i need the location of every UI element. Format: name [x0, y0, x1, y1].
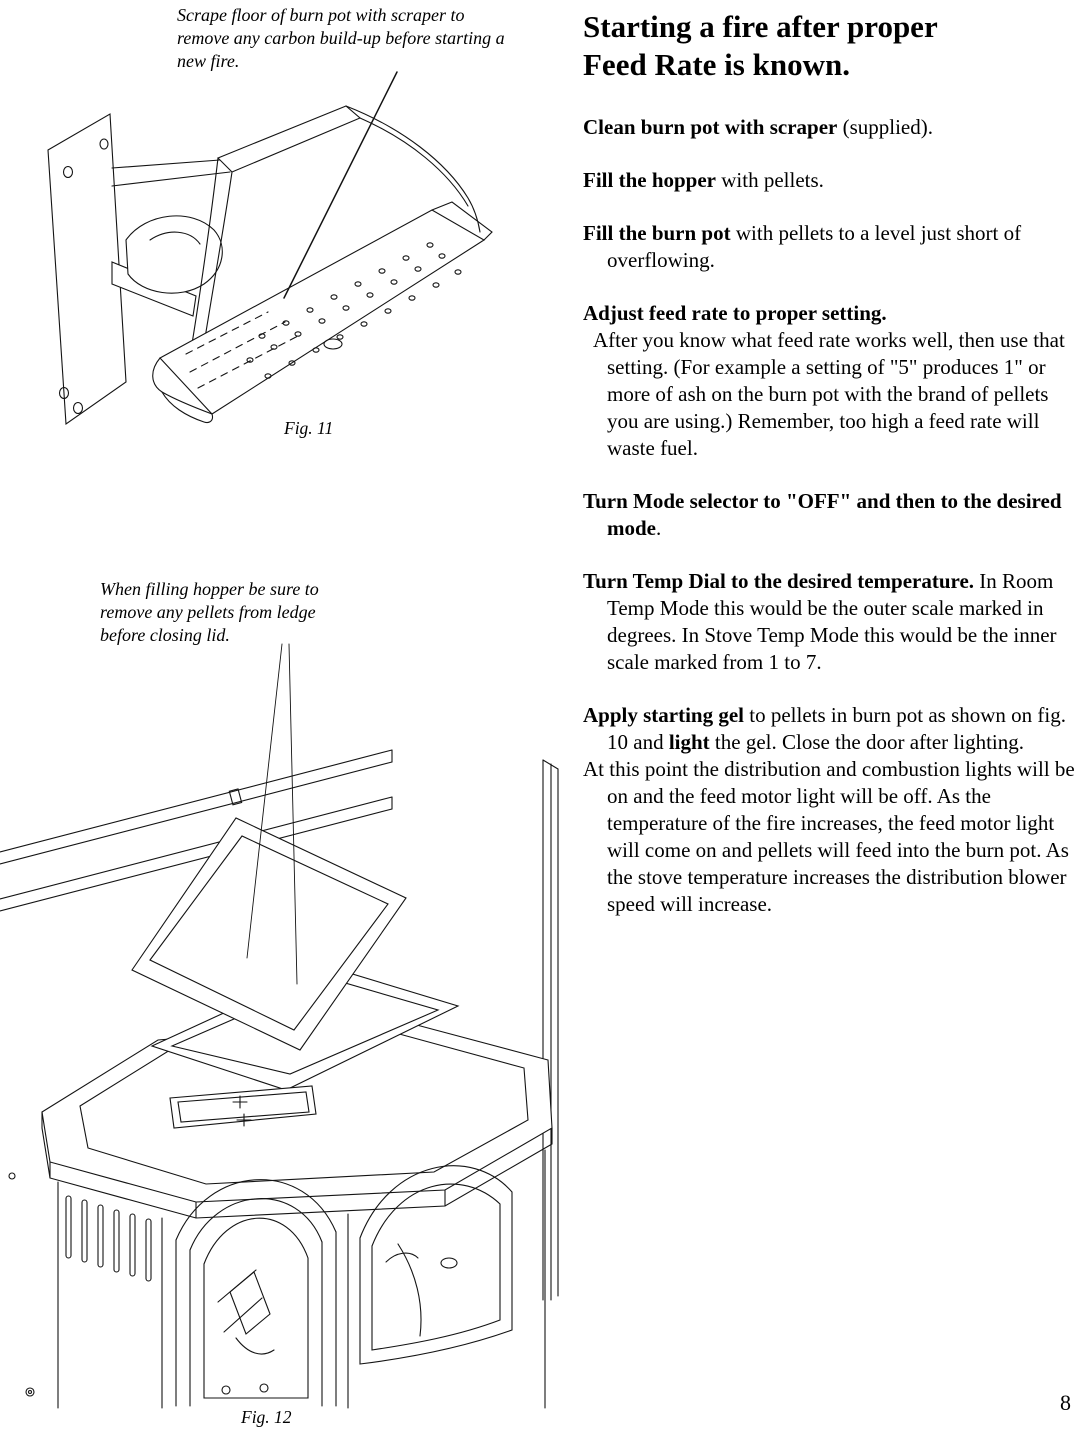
instructions-column: [583, 8, 1085, 944]
body-text: (supplied).: [837, 115, 933, 139]
stove-door: [176, 1180, 336, 1406]
instruction-paragraph: [583, 167, 1085, 194]
body-text: In Room Temp Mode this would be the outer scale marked in degrees. In Stove Temp Mode this would be the inner scale marked from 1 to 7.: [607, 569, 1057, 674]
bold-lead: Turn Temp Dial to the desired temperature.: [583, 569, 975, 593]
page-number: 8: [1060, 1390, 1071, 1415]
instruction-paragraph: [583, 300, 1085, 462]
page-title-line1: Starting a fire after proper: [583, 9, 938, 44]
fig11-caption: Scrape floor of burn pot with scraper to remove any carbon build-up before starting a new fire.: [177, 5, 505, 71]
page-title-line2: Feed Rate is known.: [583, 47, 850, 82]
bold-inline: light: [668, 730, 710, 754]
body-text: .: [656, 516, 662, 540]
body-text: with pellets to a level just short of overflowing.: [607, 221, 1022, 272]
bold-lead: Apply starting gel: [583, 703, 745, 727]
instruction-paragraph: [583, 702, 1085, 756]
instruction-paragraph: [583, 488, 1085, 542]
page-title: [583, 8, 1085, 84]
bold-lead: Fill the burn pot: [583, 221, 731, 245]
body-text: the gel. Close the door after lighting.: [709, 730, 1025, 754]
body-text: to pellets in burn pot as shown on fig. 10 and: [607, 703, 1066, 754]
fig12-label: Fig. 12: [241, 1407, 292, 1427]
side-window: [360, 1166, 512, 1364]
fig11-burn-pot-drawing: [48, 72, 492, 424]
instruction-paragraph: [583, 568, 1085, 676]
instruction-paragraph: [583, 756, 1085, 918]
body-text: At this point the distribution and combustion lights will be on and the feed motor light will be off. As the temperature of the fire increases, the feed motor light will come on and pellets will feed into the burn pot. As the stove temperature increases the distribution blower speed will increase.: [583, 757, 1075, 916]
fig11-label: Fig. 11: [284, 418, 334, 438]
body-text: After you know what feed rate works well, then use that setting. (For example a setting of "5" produces 1" or more of ash on the burn pot with the brand of pellets you are using.) Remember, too high a feed rate will waste fuel.: [593, 328, 1065, 460]
body-text: with pellets.: [716, 168, 824, 192]
bold-lead: Clean burn pot with scraper: [583, 115, 838, 139]
instruction-paragraph: [583, 220, 1085, 274]
bold-lead: Adjust feed rate to proper setting.: [583, 301, 887, 325]
bold-lead: Fill the hopper: [583, 168, 717, 192]
instruction-paragraph: [583, 114, 1085, 141]
bold-lead: Turn Mode selector to "OFF" and then to the desired mode: [583, 489, 1062, 540]
fig12-stove-drawing: [0, 644, 558, 1408]
fig12-caption: When filling hopper be sure to remove any pellets from ledge before closing lid.: [100, 579, 319, 645]
